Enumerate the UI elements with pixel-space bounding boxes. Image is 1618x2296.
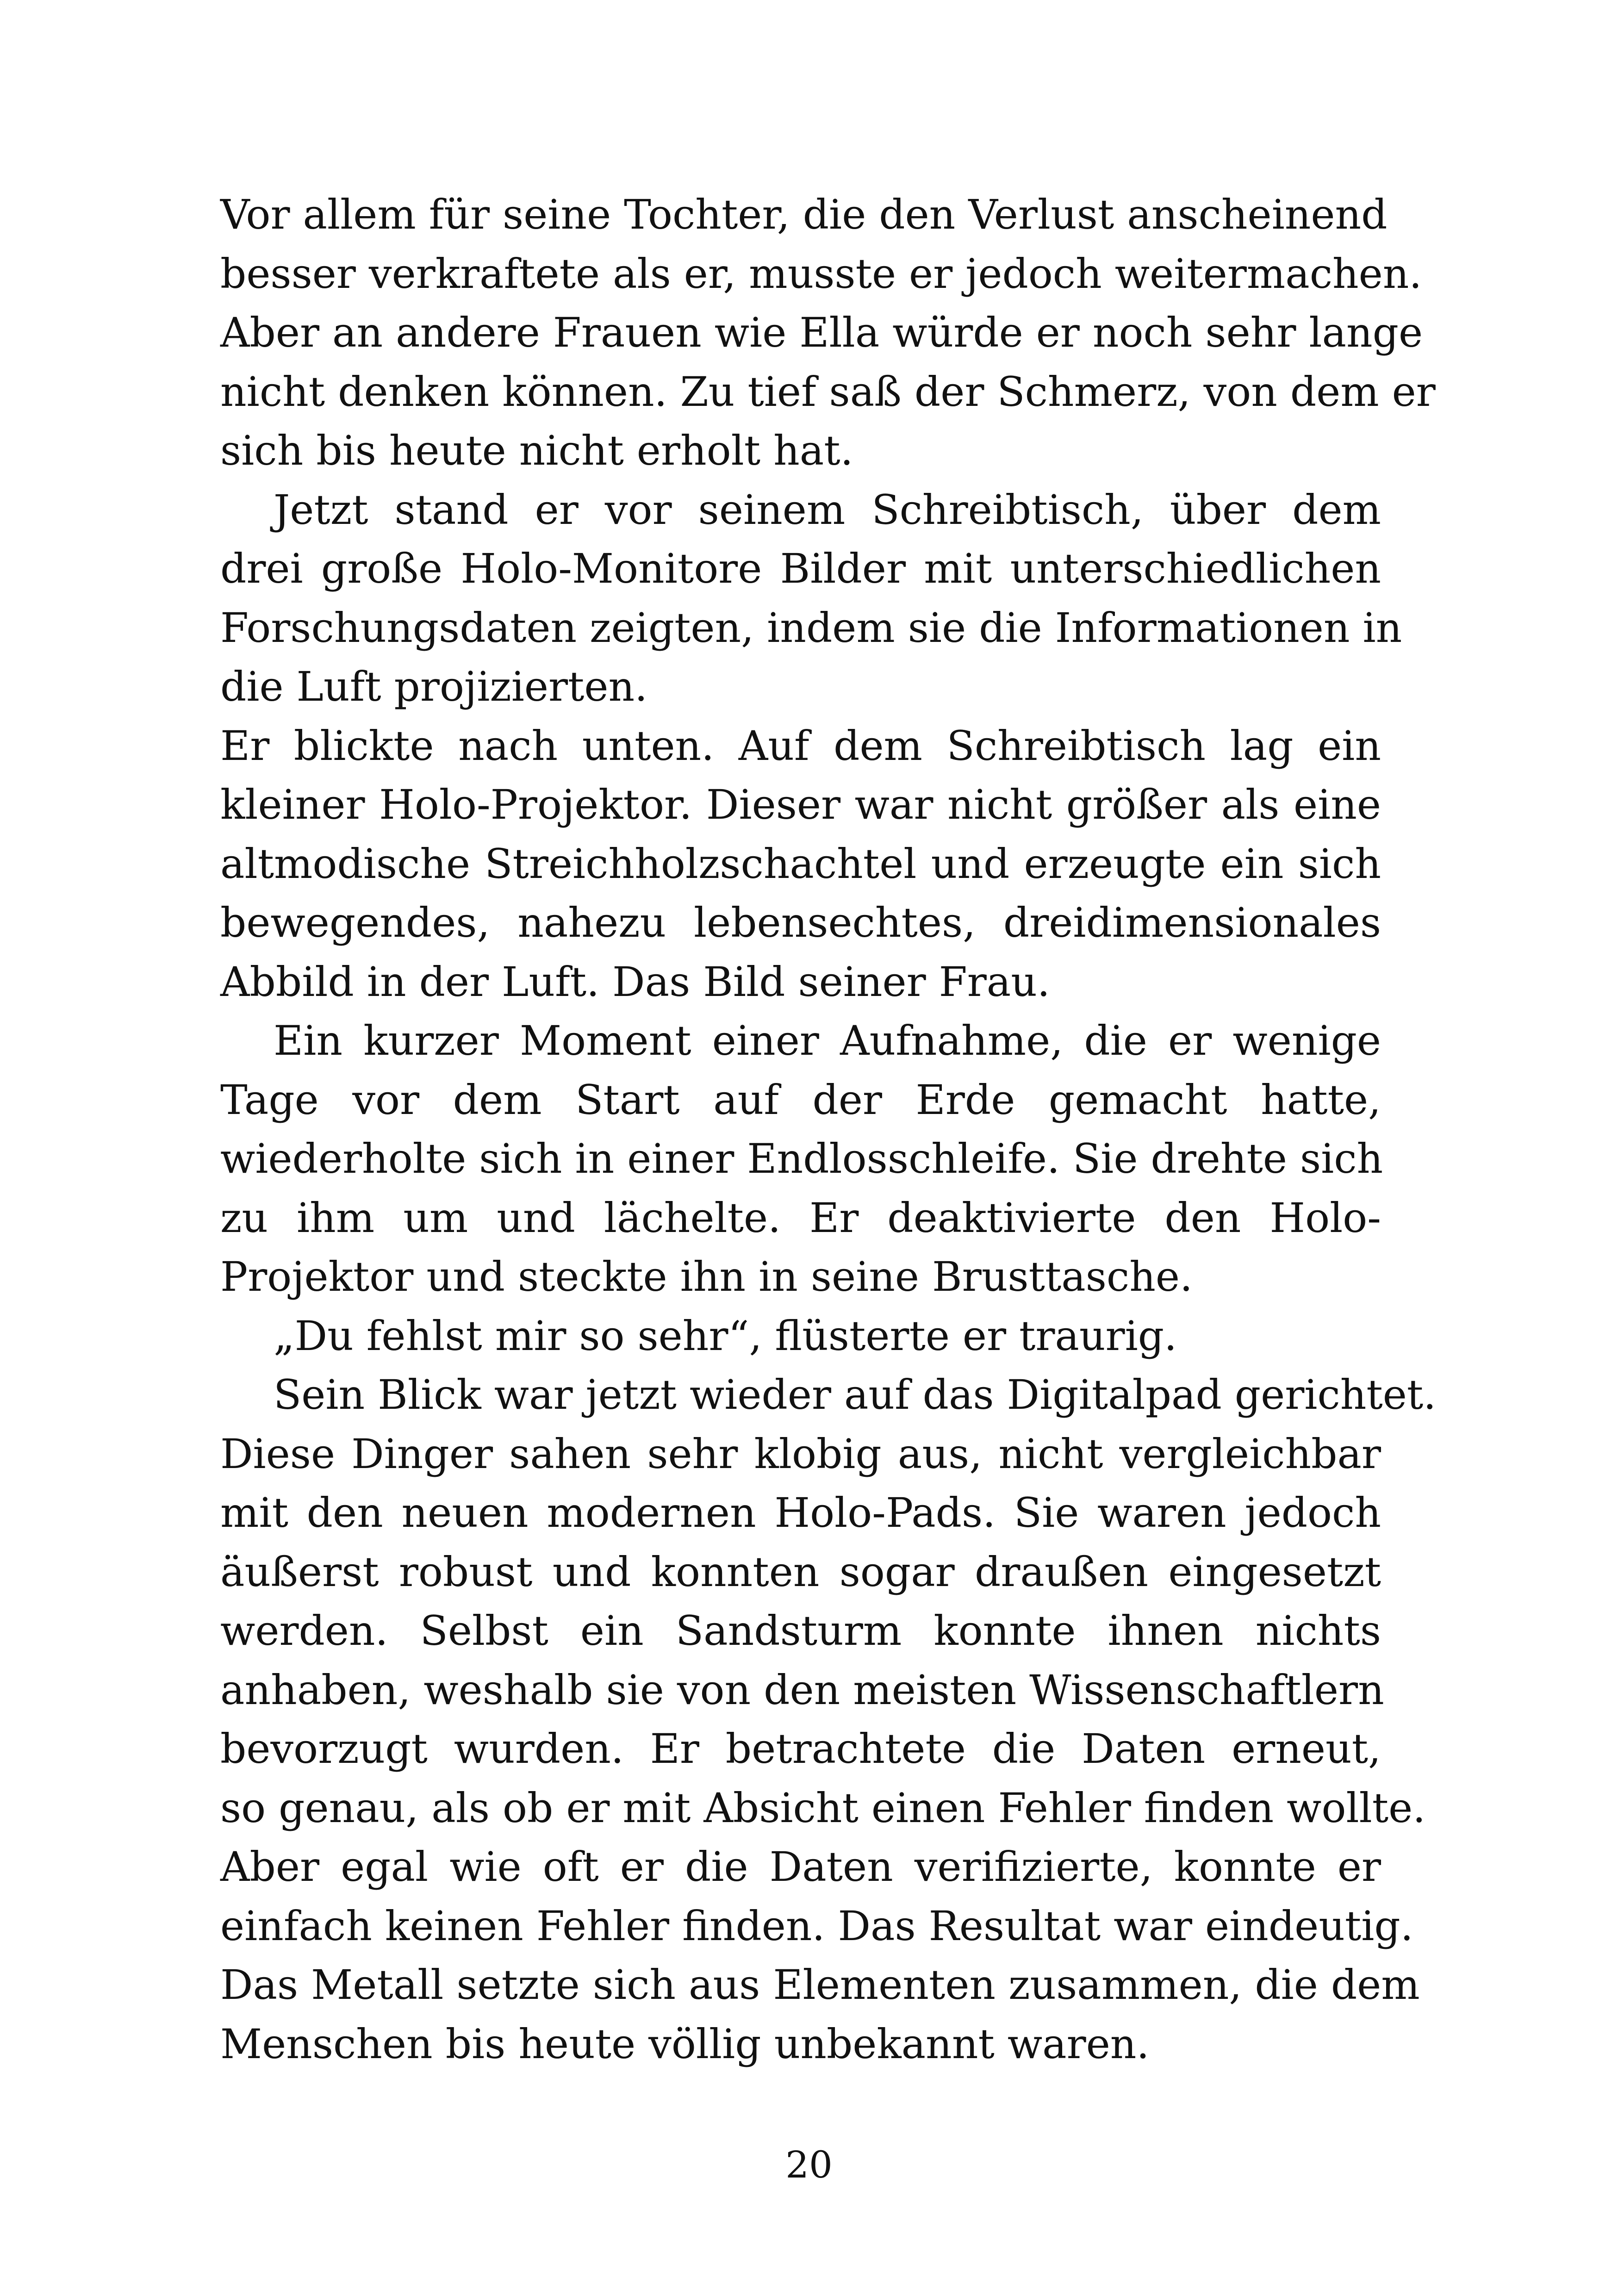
text-line: einfach keinen Fehler finden. Das Resultat war eindeutig.	[220, 1902, 1413, 1950]
text-line: werden. Selbst ein Sandsturm konnte ihnen nichts	[220, 1607, 1381, 1655]
text-line: drei große Holo-Monitore Bilder mit unterschiedlichen	[220, 545, 1381, 592]
text-line: besser verkraftete als er, musste er jedoch weitermachen.	[220, 249, 1422, 298]
text-line: nicht denken können. Zu tief saß der Schmerz, von dem er	[220, 367, 1436, 416]
text-line: Sein Blick war jetzt wieder auf das Digitalpad gerichtet.	[274, 1371, 1437, 1419]
text-line: Das Metall setzte sich aus Elementen zusammen, die dem	[220, 1961, 1420, 2009]
text-line: Aber an andere Frauen wie Ella würde er noch sehr lange	[220, 309, 1423, 356]
page-number: 20	[785, 2143, 833, 2186]
text-line: äußerst robust und konnten sogar draußen eingesetzt	[220, 1548, 1381, 1596]
text-line: Jetzt stand er vor seinem Schreibtisch, über dem	[274, 485, 1381, 534]
text-line: Abbild in der Luft. Das Bild seiner Frau.	[220, 958, 1050, 1006]
text-line: Diese Dinger sahen sehr klobig aus, nicht vergleichbar	[220, 1430, 1381, 1478]
text-line: Projektor und steckte ihn in seine Brusttasche.	[220, 1253, 1193, 1300]
text-line: so genau, als ob er mit Absicht einen Fehler finden wollte.	[220, 1784, 1426, 1832]
text-line: mit den neuen modernen Holo-Pads. Sie waren jedoch	[220, 1489, 1381, 1537]
text-line: Er blickte nach unten. Auf dem Schreibtisch lag ein	[220, 722, 1381, 770]
text-line: Forschungsdaten zeigten, indem sie die Informationen in	[220, 604, 1402, 652]
text-line: Aber egal wie oft er die Daten verifizierte, konnte er	[220, 1843, 1381, 1891]
text-line: kleiner Holo-Projektor. Dieser war nicht größer als eine	[220, 781, 1381, 828]
text-line: bevorzugt wurden. Er betrachtete die Daten erneut,	[220, 1725, 1381, 1773]
text-line: anhaben, weshalb sie von den meisten Wissenschaftlern	[220, 1666, 1384, 1714]
text-line: zu ihm um und lächelte. Er deaktivierte den Holo-	[220, 1194, 1381, 1242]
text-line: die Luft projizierten.	[220, 663, 648, 710]
text-line: „Du fehlst mir so sehr“, flüsterte er traurig.	[274, 1312, 1177, 1360]
text-line: altmodische Streichholzschachtel und erzeugte ein sich	[220, 840, 1381, 888]
text-line: bewegendes, nahezu lebensechtes, dreidimensionales	[220, 899, 1381, 946]
text-line: Vor allem für seine Tochter, die den Verlust anscheinend	[220, 191, 1388, 238]
text-line: sich bis heute nicht erholt hat.	[220, 427, 853, 474]
text-line: wiederholte sich in einer Endlosschleife. Sie drehte sich	[220, 1135, 1383, 1182]
text-line: Tage vor dem Start auf der Erde gemacht hatte,	[220, 1076, 1381, 1124]
text-line: Menschen bis heute völlig unbekannt waren.	[220, 2020, 1150, 2068]
body-text	[220, 185, 1437, 2073]
text-line: Ein kurzer Moment einer Aufnahme, die er wenige	[274, 1017, 1381, 1064]
